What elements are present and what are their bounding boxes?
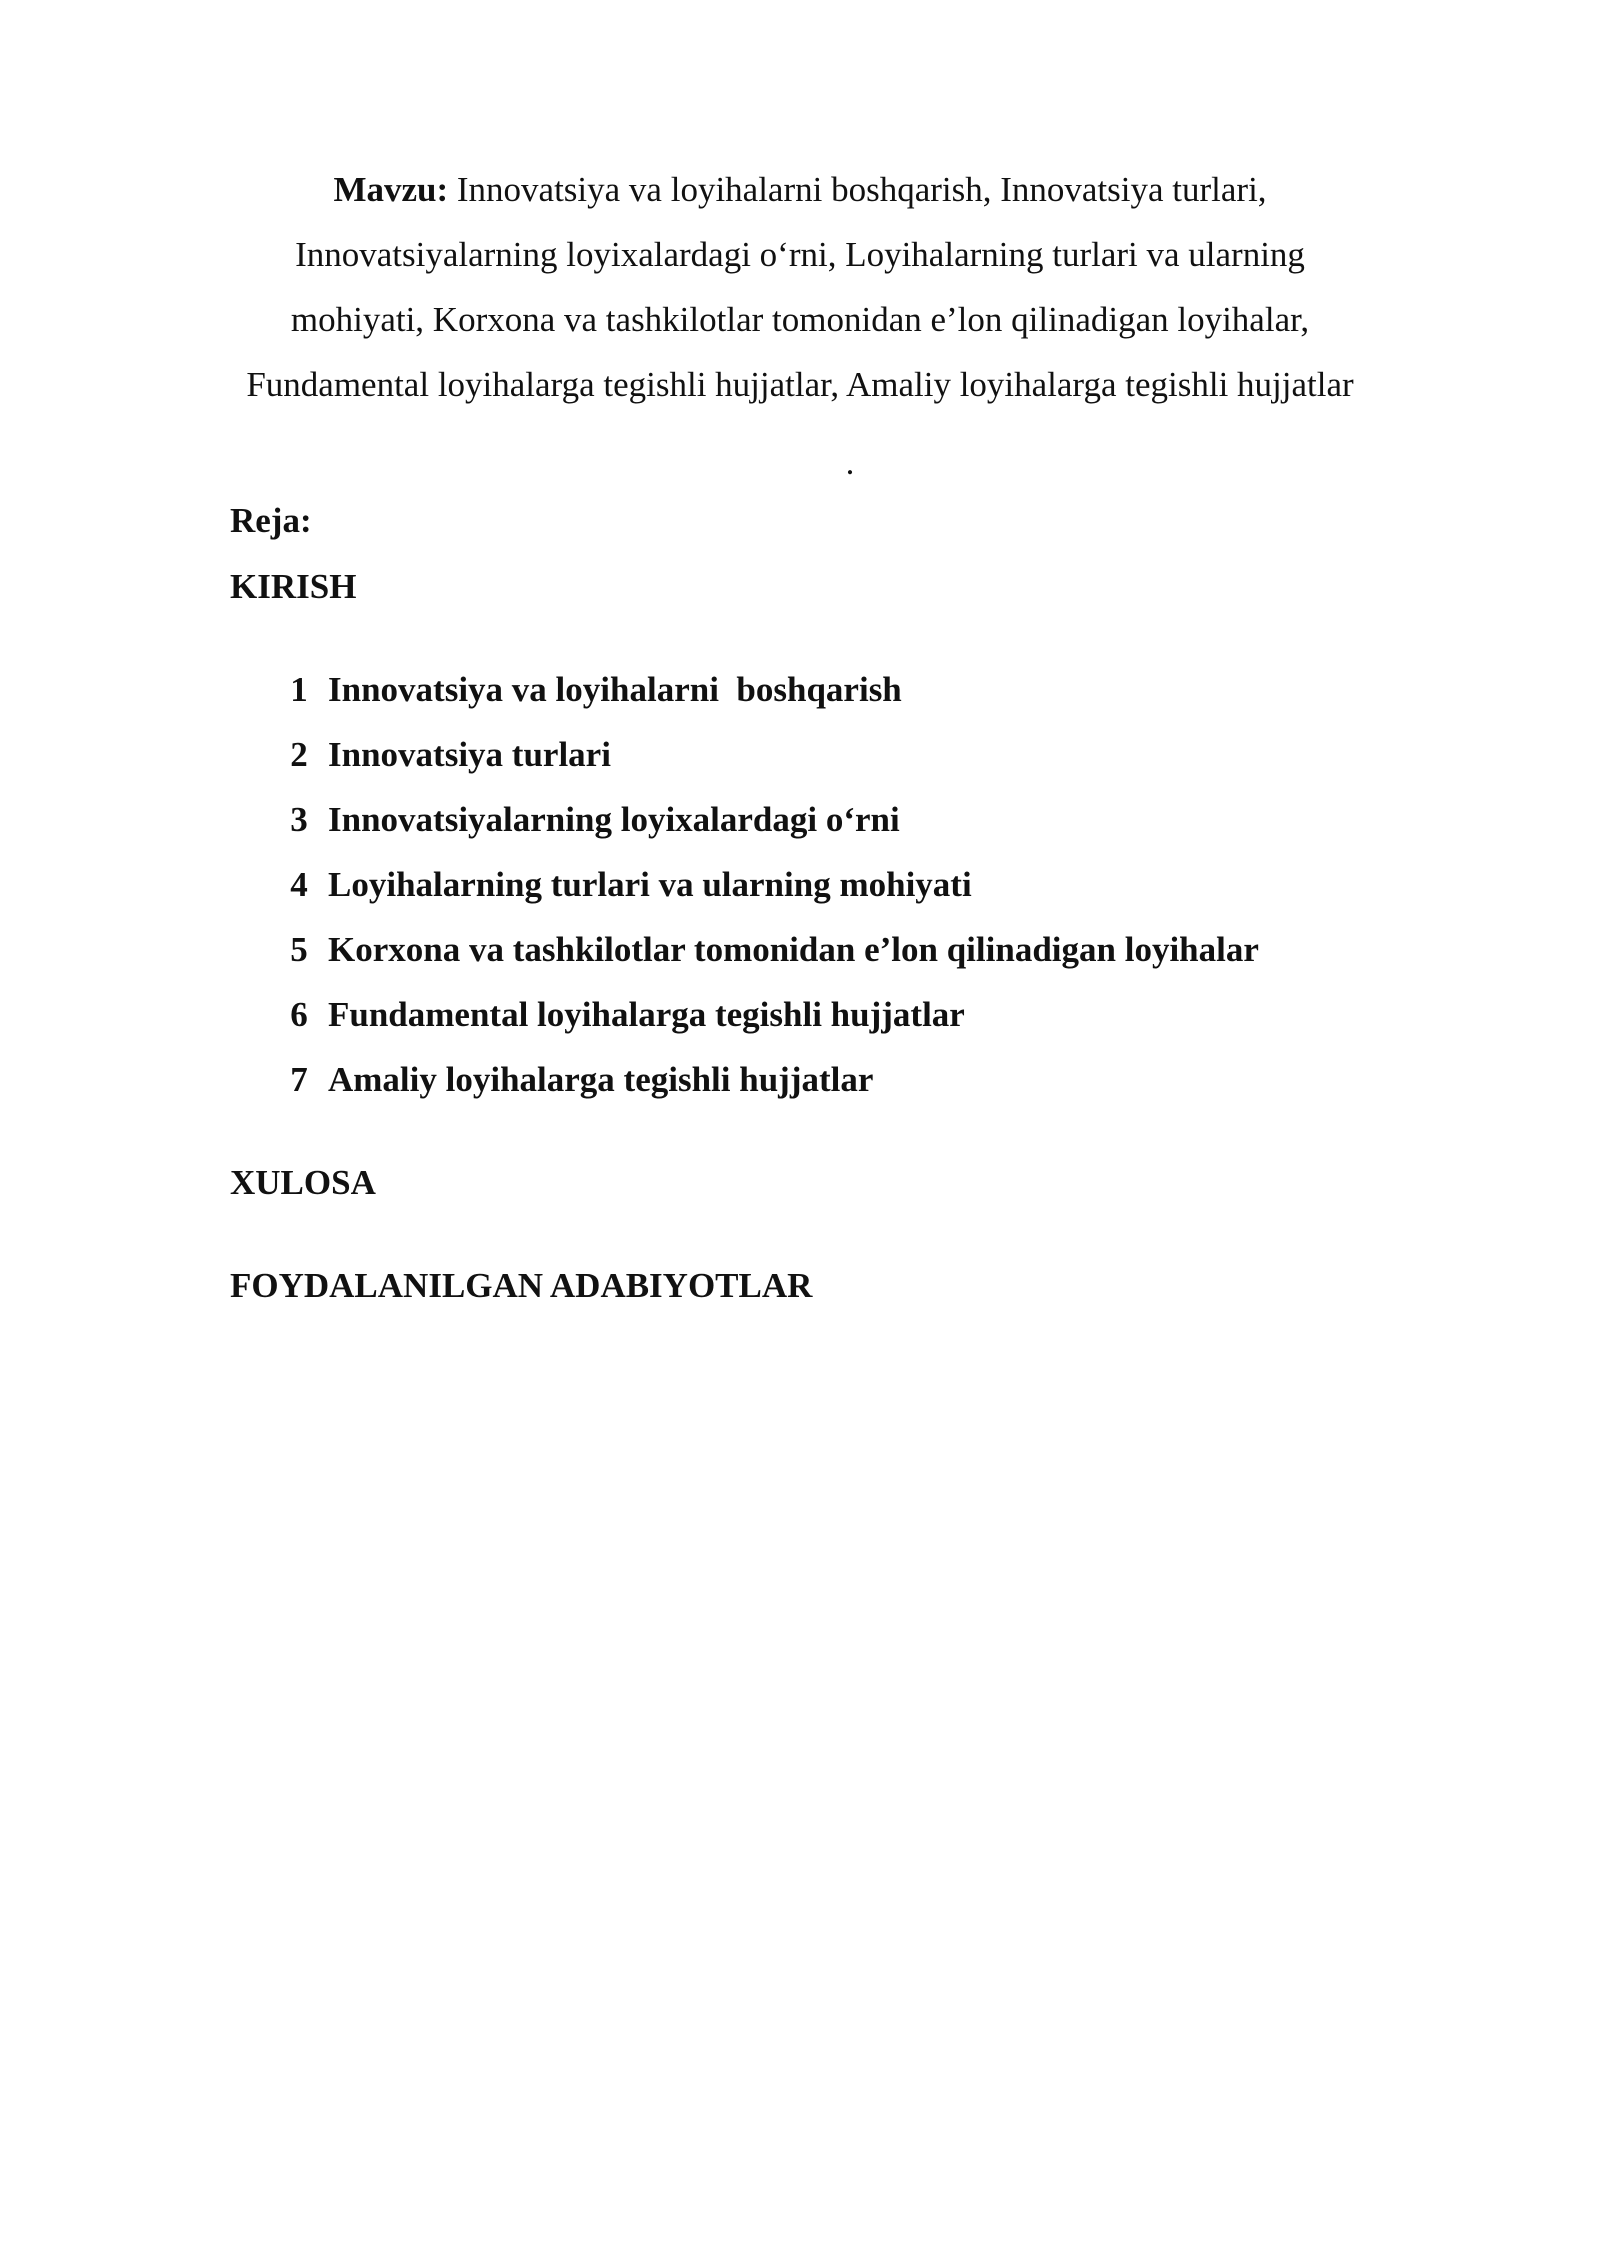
intro-heading: KIRISH [230,567,357,606]
references-heading: FOYDALANILGAN ADABIYOTLAR [230,1266,813,1305]
plan-item-text: Korxona va tashkilotlar tomonidan e’lon qilinadigan loyihalar [328,930,1259,969]
plan-item-number: 1 [290,670,308,709]
plan-item-text: Fundamental loyihalarga tegishli hujjatlar [328,995,965,1034]
plan-item-number: 5 [290,930,308,969]
topic-trailing-dot: . [845,443,855,482]
plan-item-text: Loyihalarning turlari va ularning mohiyati [328,865,972,904]
plan-item-text: Innovatsiya turlari [328,735,611,774]
plan-item-text: Innovatsiyalarning loyixalardagi o‘rni [328,800,900,839]
plan-item-number: 2 [290,735,308,774]
plan-item-number: 3 [290,800,308,839]
plan-item [270,925,1259,990]
plan-item-number: 7 [290,1060,308,1099]
plan-item [270,1055,1259,1120]
plan-item-number: 4 [290,865,308,904]
plan-item [270,990,1259,1055]
plan-item [270,795,1259,860]
plan-item-text: Amaliy loyihalarga tegishli hujjatlar [328,1060,874,1099]
plan-item-text: Innovatsiya va loyihalarni boshqarish [328,670,902,709]
plan-list [270,665,1259,1120]
conclusion-heading: XULOSA [230,1163,376,1202]
plan-item-number: 6 [290,995,308,1034]
plan-item [270,665,1259,730]
topic-text: Innovatsiya va loyihalarni boshqarish, Innovatsiya turlari, Innovatsiyalarning loyixalardagi o‘rni, Loyihalarning turlari va ularning mohiyati, Korxona va tashkilotlar tomonidan e’lon qilinadigan loyihalar, Fundamental loyihalarga tegishli hujjatlar, Amaliy loyihalarga tegishli hujjatlar [246,170,1354,404]
plan-label: Reja: [230,501,312,540]
plan-item [270,860,1259,925]
topic-label: Mavzu: [333,170,449,209]
topic-paragraph [230,157,1370,417]
plan-item [270,730,1259,795]
